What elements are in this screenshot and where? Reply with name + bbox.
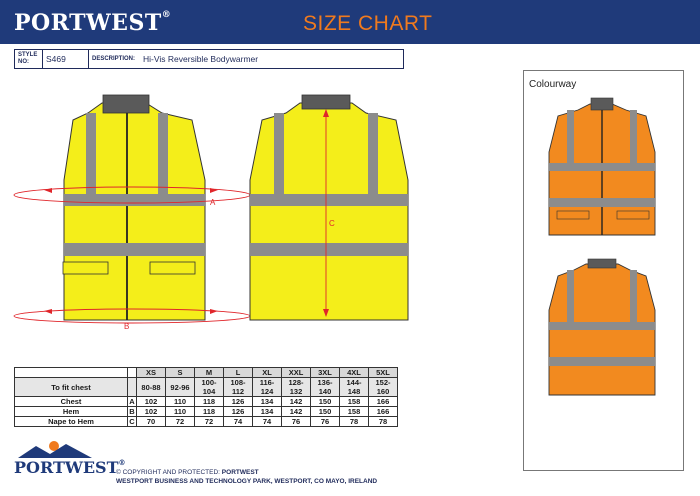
size-value-cell: 74 (253, 417, 282, 427)
size-row-code: C (129, 417, 135, 426)
size-value-cell: 110 (166, 407, 195, 417)
brand-name: PORTWEST (14, 10, 162, 36)
front-right-pocket (150, 262, 195, 274)
size-value-cell: 158 (340, 397, 369, 407)
size-row-label: Nape to Hem (15, 417, 128, 427)
company-address: WESTPORT BUSINESS AND TECHNOLOGY PARK, WESTPORT, CO MAYO, IRELAND (116, 478, 378, 485)
copyright-notice (116, 468, 377, 486)
back-lower-band (250, 243, 408, 256)
size-value-cell: 108-112 (224, 378, 253, 397)
back-collar (302, 95, 350, 109)
size-header-cell: XL (253, 368, 282, 378)
footer-trademark: ® (118, 458, 126, 467)
size-value-cell: 126 (224, 397, 253, 407)
size-value-cell: 166 (369, 397, 398, 407)
size-value-cell: 102 (137, 407, 166, 417)
header-code-cell (128, 368, 137, 378)
size-row (15, 407, 398, 417)
size-value-cell: 118 (195, 397, 224, 407)
size-value-cell: 128-132 (282, 378, 311, 397)
size-value-cell: 70 (137, 417, 166, 427)
header-blank-cell (15, 368, 128, 378)
size-value-cell: 152-160 (369, 378, 398, 397)
size-header-cell: M (195, 368, 224, 378)
size-value-cell: 72 (195, 417, 224, 427)
size-row-code: A (129, 397, 135, 406)
style-no-label: NO: (18, 59, 29, 65)
size-value-cell: 166 (369, 407, 398, 417)
size-value-cell: 116-124 (253, 378, 282, 397)
size-value-cell: 100-104 (195, 378, 224, 397)
size-row-label: Chest (15, 397, 128, 407)
size-value-cell: 136-140 (311, 378, 340, 397)
size-header-cell: 5XL (369, 368, 398, 378)
description-value: Hi-Vis Reversible Bodywarmer (143, 54, 259, 64)
size-value-cell: 76 (282, 417, 311, 427)
back-left-brace (274, 113, 284, 195)
front-vest-orange (549, 98, 655, 235)
size-header-cell: S (166, 368, 195, 378)
size-value-cell: 78 (340, 417, 369, 427)
size-value-cell: 74 (224, 417, 253, 427)
colourway-label: Colourway (529, 79, 577, 90)
footer-brand-name: PORTWEST (14, 458, 119, 477)
page-title: SIZE CHART (303, 12, 433, 35)
front-left-brace (86, 113, 96, 195)
size-value-cell: 76 (311, 417, 340, 427)
size-value-cell: 150 (311, 407, 340, 417)
front-collar (103, 95, 149, 113)
size-value-cell: 102 (137, 397, 166, 407)
front-left-pocket (63, 262, 108, 274)
size-header-row (15, 368, 398, 378)
description-label: DESCRIPTION: (92, 55, 136, 62)
size-row (15, 417, 398, 427)
measure-label-b: B (124, 322, 130, 331)
front-upper-band (64, 194, 205, 206)
copyright-brand: PORTWEST (221, 469, 259, 476)
size-table (14, 367, 398, 427)
size-row-label: Hem (15, 407, 128, 417)
back-right-brace (368, 113, 378, 195)
size-header-cell: 4XL (340, 368, 369, 378)
back-vest-yellow (250, 95, 408, 320)
front-lower-band (64, 243, 205, 256)
size-row (15, 397, 398, 407)
size-row-label: To fit chest (15, 378, 128, 397)
size-value-cell: 142 (282, 407, 311, 417)
size-header-cell: 3XL (311, 368, 340, 378)
size-value-cell: 110 (166, 397, 195, 407)
style-number: S469 (43, 50, 89, 68)
back-upper-band (250, 194, 408, 206)
size-value-cell: 78 (369, 417, 398, 427)
size-value-cell: 80-88 (137, 378, 166, 397)
size-value-cell: 72 (166, 417, 195, 427)
size-row (15, 378, 398, 397)
size-value-cell: 134 (253, 407, 282, 417)
size-value-cell: 92-96 (166, 378, 195, 397)
size-value-cell: 118 (195, 407, 224, 417)
size-value-cell: 134 (253, 397, 282, 407)
front-vest-yellow (14, 95, 250, 323)
size-header-cell: XS (137, 368, 166, 378)
size-header-cell: L (224, 368, 253, 378)
copyright-prefix: © COPYRIGHT AND PROTECTED: (116, 469, 222, 476)
brand-trademark: ® (161, 10, 172, 20)
copyright-line (116, 468, 377, 477)
style-label: STYLE (18, 52, 38, 58)
size-value-cell: 144-148 (340, 378, 369, 397)
measure-label-c: C (329, 219, 335, 228)
size-value-cell: 142 (282, 397, 311, 407)
size-value-cell: 150 (311, 397, 340, 407)
front-right-brace (158, 113, 168, 195)
size-header-cell: XXL (282, 368, 311, 378)
size-row-code: B (129, 407, 135, 416)
back-vest-orange (549, 259, 655, 395)
measure-label-a: A (210, 198, 216, 207)
size-value-cell: 158 (340, 407, 369, 417)
size-row-code (128, 378, 137, 397)
size-value-cell: 126 (224, 407, 253, 417)
footer-brand (14, 458, 126, 477)
